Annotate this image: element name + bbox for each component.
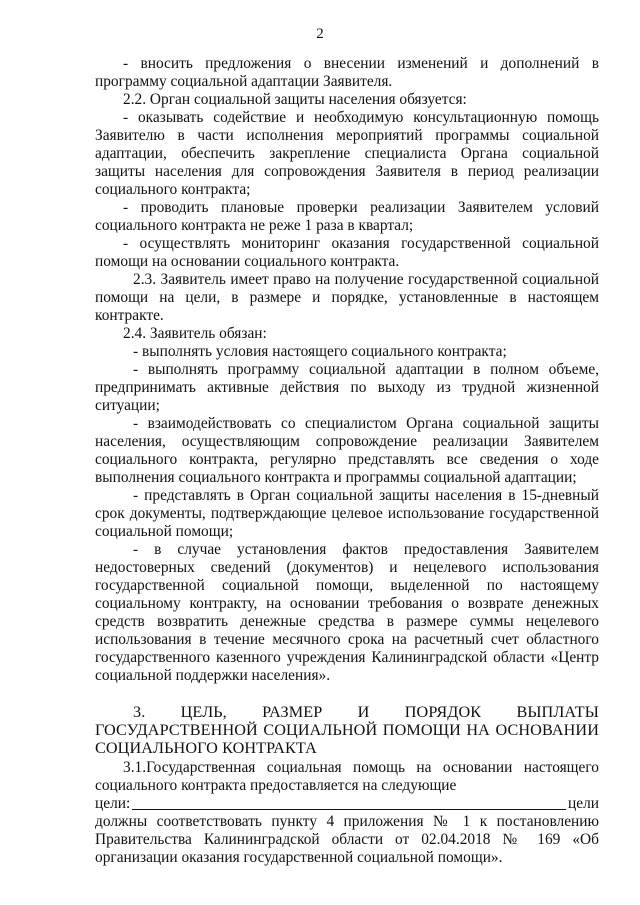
paragraph-documents: - представлять в Орган социальной защиты населения в 15-дневный срок документы, подтверждающие целевое использование государственной социальной помощи; [95, 487, 599, 540]
goals-suffix: цели [568, 795, 599, 812]
page-number: 2 [316, 26, 324, 42]
document-body [95, 55, 599, 867]
paragraph-3-1-end: должны соответствовать пункту 4 приложения № 1 к постановлению Правительства Калининградской области от 02.04.2018 № 169 «Об организации оказания государственной социальной помощи». [95, 813, 599, 866]
paragraph-program: - выполнять программу социальной адаптации в полном объеме, предпринимать активные действия по выходу из трудной жизненной ситуации; [95, 361, 599, 414]
paragraph-2-2: 2.2. Орган социальной защиты населения обязуется: [123, 91, 467, 108]
paragraph-2-4: 2.4. Заявитель обязан: [123, 325, 267, 342]
paragraph-monitoring: - осуществлять мониторинг оказания государственной социальной помощи на основании социального контракта. [95, 235, 599, 270]
paragraph-assist: - оказывать содействие и необходимую консультационную помощь Заявителю в части исполнения мероприятий программы социальной адаптации, обеспечить закрепление специалиста Органа социальной защиты населения для сопровождения Заявителя в период реализации социального контракта; [95, 109, 599, 198]
paragraph-proposals: - вносить предложения о внесении изменений и дополнений в программу социальной адаптации Заявителя. [95, 55, 599, 90]
paragraph-3-1-start: 3.1.Государственная социальная помощь на основании настоящего социального контракта предоставляется на следующие [95, 759, 599, 794]
goals-line [95, 795, 599, 813]
paragraph-inspections: - проводить плановые проверки реализации Заявителем условий социального контракта не реже 1 раза в квартал; [95, 199, 599, 234]
goals-blank-field[interactable] [132, 795, 566, 810]
paragraph-refund: - в случае установления фактов предоставления Заявителем недостоверных сведений (документов) и нецелевого использования государственной социальной помощи, выделенной по настоящему социальному контракту, на основании требования о возврате денежных средств возвратить денежные средства в размере суммы нецелевого использования в течение месячного срока на расчетный счет областного государственного казенного учреждения Калининградской области «Центр социальной поддержки населения». [95, 541, 599, 684]
paragraph-2-3: 2.3. Заявитель имеет право на получение государственной социальной помощи на цели, в размере и порядке, установленные в настоящем контракте. [95, 271, 599, 324]
paragraph-fulfill: - выполнять условия настоящего социального контракта; [133, 343, 507, 360]
goals-label: цели: [95, 795, 131, 812]
section-3-heading: 3. ЦЕЛЬ, РАЗМЕР И ПОРЯДОК ВЫПЛАТЫ ГОСУДАРСТВЕННОЙ СОЦИАЛЬНОЙ ПОМОЩИ НА ОСНОВАНИИ СОЦИАЛЬНОГО КОНТРАКТА [95, 703, 599, 757]
paragraph-interact: - взаимодействовать со специалистом Органа социальной защиты населения, осуществляющим сопровождение реализации Заявителем социального контракта, регулярно представлять все сведения о ходе выполнения социального контракта и программы социальной адаптации; [95, 415, 599, 486]
